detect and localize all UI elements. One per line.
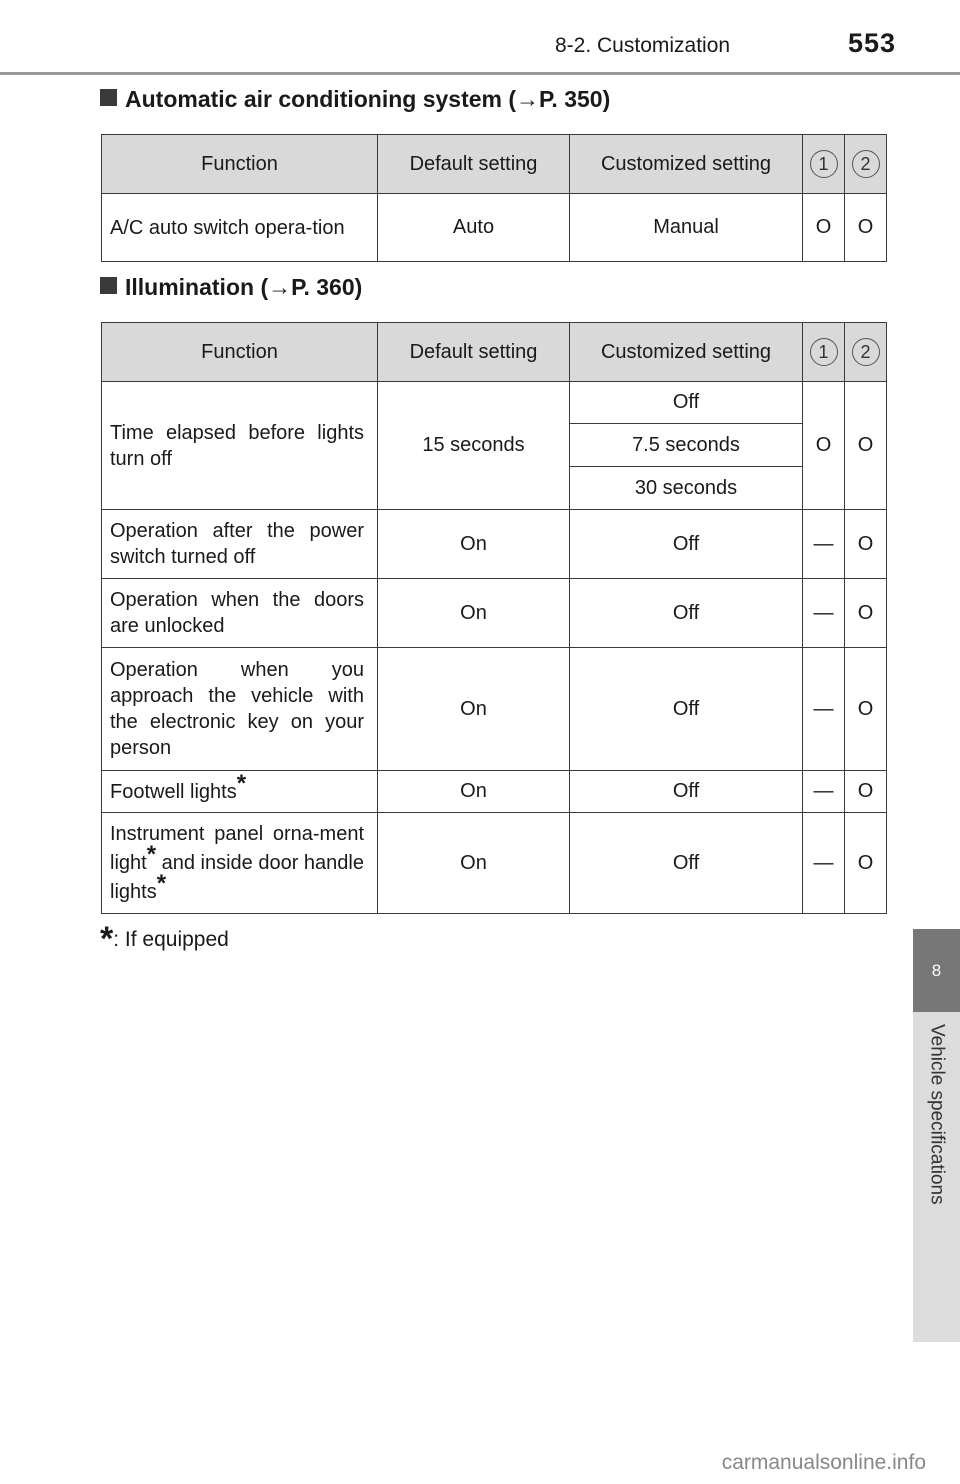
customized-option-cell: 7.5 seconds	[570, 424, 803, 467]
default-cell: 15 seconds	[378, 382, 570, 510]
asterisk-marker: *	[100, 920, 114, 958]
default-cell: On	[378, 813, 570, 914]
circled-number-icon: 1	[810, 338, 838, 366]
default-cell: On	[378, 648, 570, 771]
customized-cell: Off	[570, 813, 803, 914]
col2-cell: O	[845, 648, 887, 771]
square-bullet-icon	[100, 89, 117, 106]
col2-cell: O	[845, 510, 887, 579]
asterisk-marker: *	[146, 840, 157, 868]
table-header-row	[102, 323, 887, 382]
header-section-title: 8-2. Customization	[555, 34, 731, 57]
customized-cell: Off	[570, 510, 803, 579]
default-setting-header: Default setting	[378, 135, 570, 194]
asterisk-marker: *	[236, 769, 247, 797]
function-cell: A/C auto switch opera-tion	[102, 194, 378, 262]
col1-cell: O	[803, 382, 845, 510]
function-cell: Footwell lights*	[102, 771, 378, 813]
illumination-section-heading: Illumination (→P. 360)	[100, 274, 362, 301]
function-header: Function	[102, 135, 378, 194]
circled-number-icon: 2	[852, 338, 880, 366]
customized-cell: Manual	[570, 194, 803, 262]
table-row	[102, 382, 887, 424]
col2-cell: O	[845, 579, 887, 648]
customized-cell: Off	[570, 771, 803, 813]
function-cell: Operation when you approach the vehicle with the electronic key on your person	[102, 648, 378, 771]
col1-header	[803, 323, 845, 382]
ac-section-heading: Automatic air conditioning system (→P. 350)	[100, 86, 610, 113]
col2-cell: O	[845, 813, 887, 914]
customized-cell: Off	[570, 648, 803, 771]
default-cell: On	[378, 771, 570, 813]
customized-option-cell: 30 seconds	[570, 467, 803, 510]
table-row	[102, 771, 887, 813]
col1-cell: —	[803, 648, 845, 771]
page-number: 553	[848, 28, 897, 58]
col1-cell: O	[803, 194, 845, 262]
circled-number-icon: 1	[810, 150, 838, 178]
illumination-settings-table	[101, 322, 887, 914]
col2-header	[845, 323, 887, 382]
table-row	[102, 510, 887, 579]
square-bullet-icon	[100, 277, 117, 294]
col2-cell: O	[845, 771, 887, 813]
col2-cell: O	[845, 382, 887, 510]
col1-cell: —	[803, 771, 845, 813]
ac-settings-table	[101, 134, 887, 262]
circled-number-icon: 2	[852, 150, 880, 178]
function-cell: Operation when the doors are unlocked	[102, 579, 378, 648]
col1-cell: —	[803, 510, 845, 579]
col2-cell: O	[845, 194, 887, 262]
col1-cell: —	[803, 813, 845, 914]
asterisk-marker: *	[156, 869, 167, 897]
table-row	[102, 813, 887, 914]
chapter-tab-label-text: Vehicle specifications	[926, 1024, 948, 1205]
default-setting-header: Default setting	[378, 323, 570, 382]
customized-cell: Off	[570, 579, 803, 648]
chapter-tab-number: 8	[913, 929, 960, 1012]
customized-option-cell: Off	[570, 382, 803, 424]
customized-setting-header: Customized setting	[570, 323, 803, 382]
default-cell: On	[378, 510, 570, 579]
col1-header	[803, 135, 845, 194]
table-row	[102, 579, 887, 648]
col2-header	[845, 135, 887, 194]
default-cell: Auto	[378, 194, 570, 262]
arrow-icon: →	[268, 274, 292, 300]
col1-cell: —	[803, 579, 845, 648]
function-cell: Instrument panel orna-ment light* and inside door handle lights*	[102, 813, 378, 914]
function-cell: Time elapsed before lights turn off	[102, 382, 378, 510]
table-header-row	[102, 135, 887, 194]
footnote: *: If equipped	[100, 920, 229, 958]
watermark: carmanualsonline.info	[721, 1451, 926, 1474]
header-rule	[0, 72, 960, 75]
chapter-tab-label	[913, 1012, 960, 1342]
customized-setting-header: Customized setting	[570, 135, 803, 194]
function-header: Function	[102, 323, 378, 382]
arrow-icon: →	[516, 86, 540, 112]
function-cell: Operation after the power switch turned off	[102, 510, 378, 579]
table-row	[102, 648, 887, 771]
table-row	[102, 194, 887, 262]
default-cell: On	[378, 579, 570, 648]
